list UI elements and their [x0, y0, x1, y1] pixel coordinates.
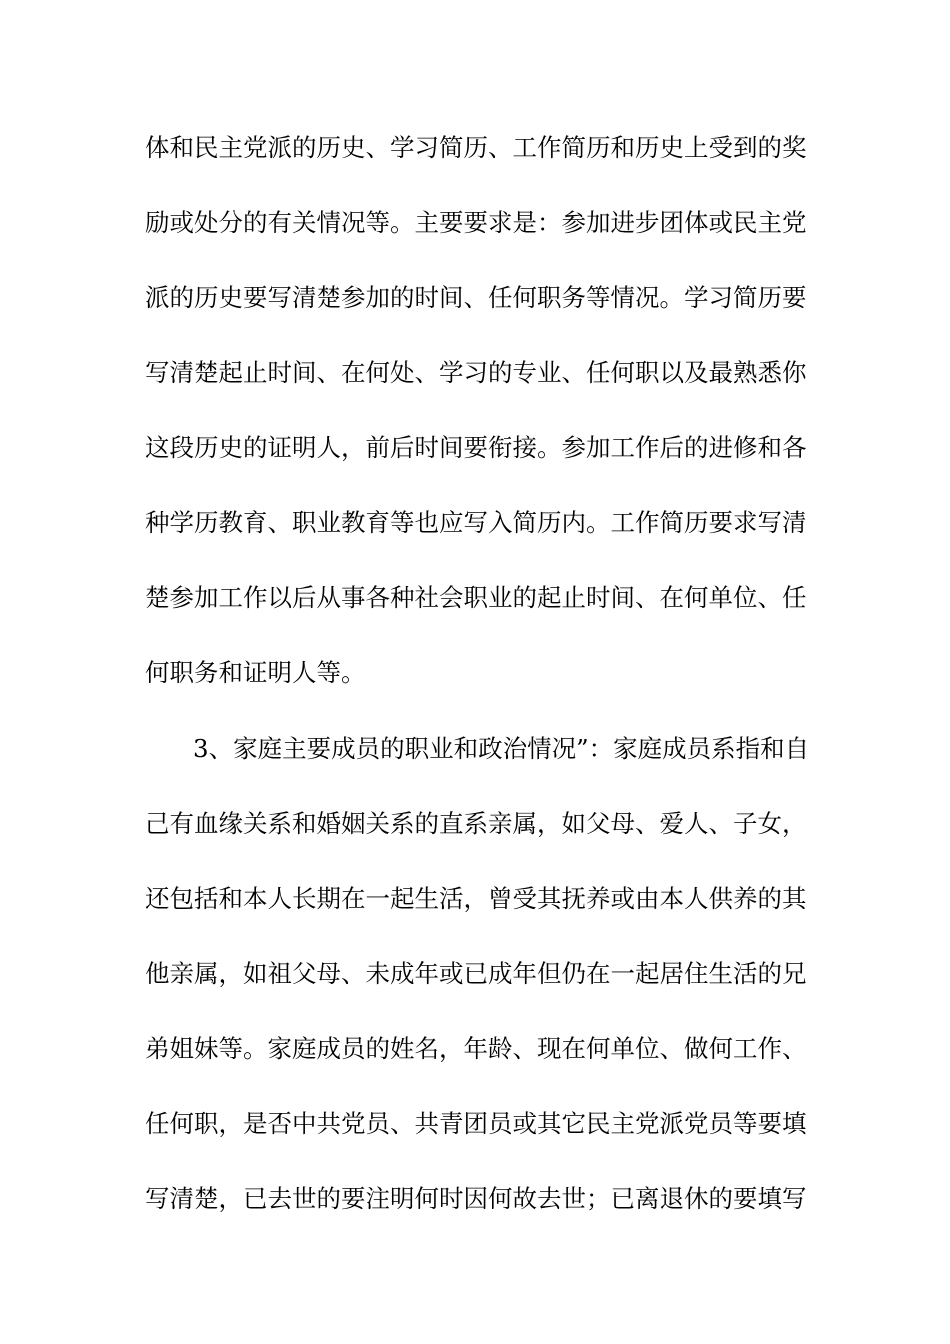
- text-line: 任何职，是否中共党员、共青团员或其它民主党派党员等要填: [145, 1109, 807, 1138]
- text-line: 楚参加工作以后从事各种社会职业的起止时间、在何单位、任: [145, 583, 807, 612]
- text-line: 这段历史的证明人，前后时间要衔接。参加工作后的进修和各: [145, 433, 807, 462]
- text-line: 体和民主党派的历史、学习简历、工作简历和历史上受到的奖: [145, 133, 807, 162]
- paragraph-start-line: 3、家庭主要成员的职业和政治情况”：家庭成员系指和自: [193, 734, 810, 763]
- text-line: 还包括和本人长期在一起生活，曾受其抚养或由本人供养的其: [145, 884, 807, 913]
- text-line: 弟姐妹等。家庭成员的姓名，年龄、现在何单位、做何工作、: [145, 1034, 807, 1063]
- text-line: 写清楚，已去世的要注明何时因何故去世；已离退休的要填写: [145, 1184, 807, 1213]
- text-line: 派的历史要写清楚参加的时间、任何职务等情况。学习简历要: [145, 283, 807, 312]
- text-line: 励或处分的有关情况等。主要要求是：参加进步团体或民主党: [145, 208, 807, 237]
- text-line: 种学历教育、职业教育等也应写入简历内。工作简历要求写清: [145, 508, 807, 537]
- text-line: 写清楚起止时间、在何处、学习的专业、任何职以及最熟悉你: [145, 358, 807, 387]
- text-line: 己有血缘关系和婚姻关系的直系亲属，如父母、爱人、子女，: [145, 809, 807, 838]
- text-line: 何职务和证明人等。: [145, 658, 366, 687]
- text-line: 他亲属，如祖父母、未成年或已成年但仍在一起居住生活的兄: [145, 959, 807, 988]
